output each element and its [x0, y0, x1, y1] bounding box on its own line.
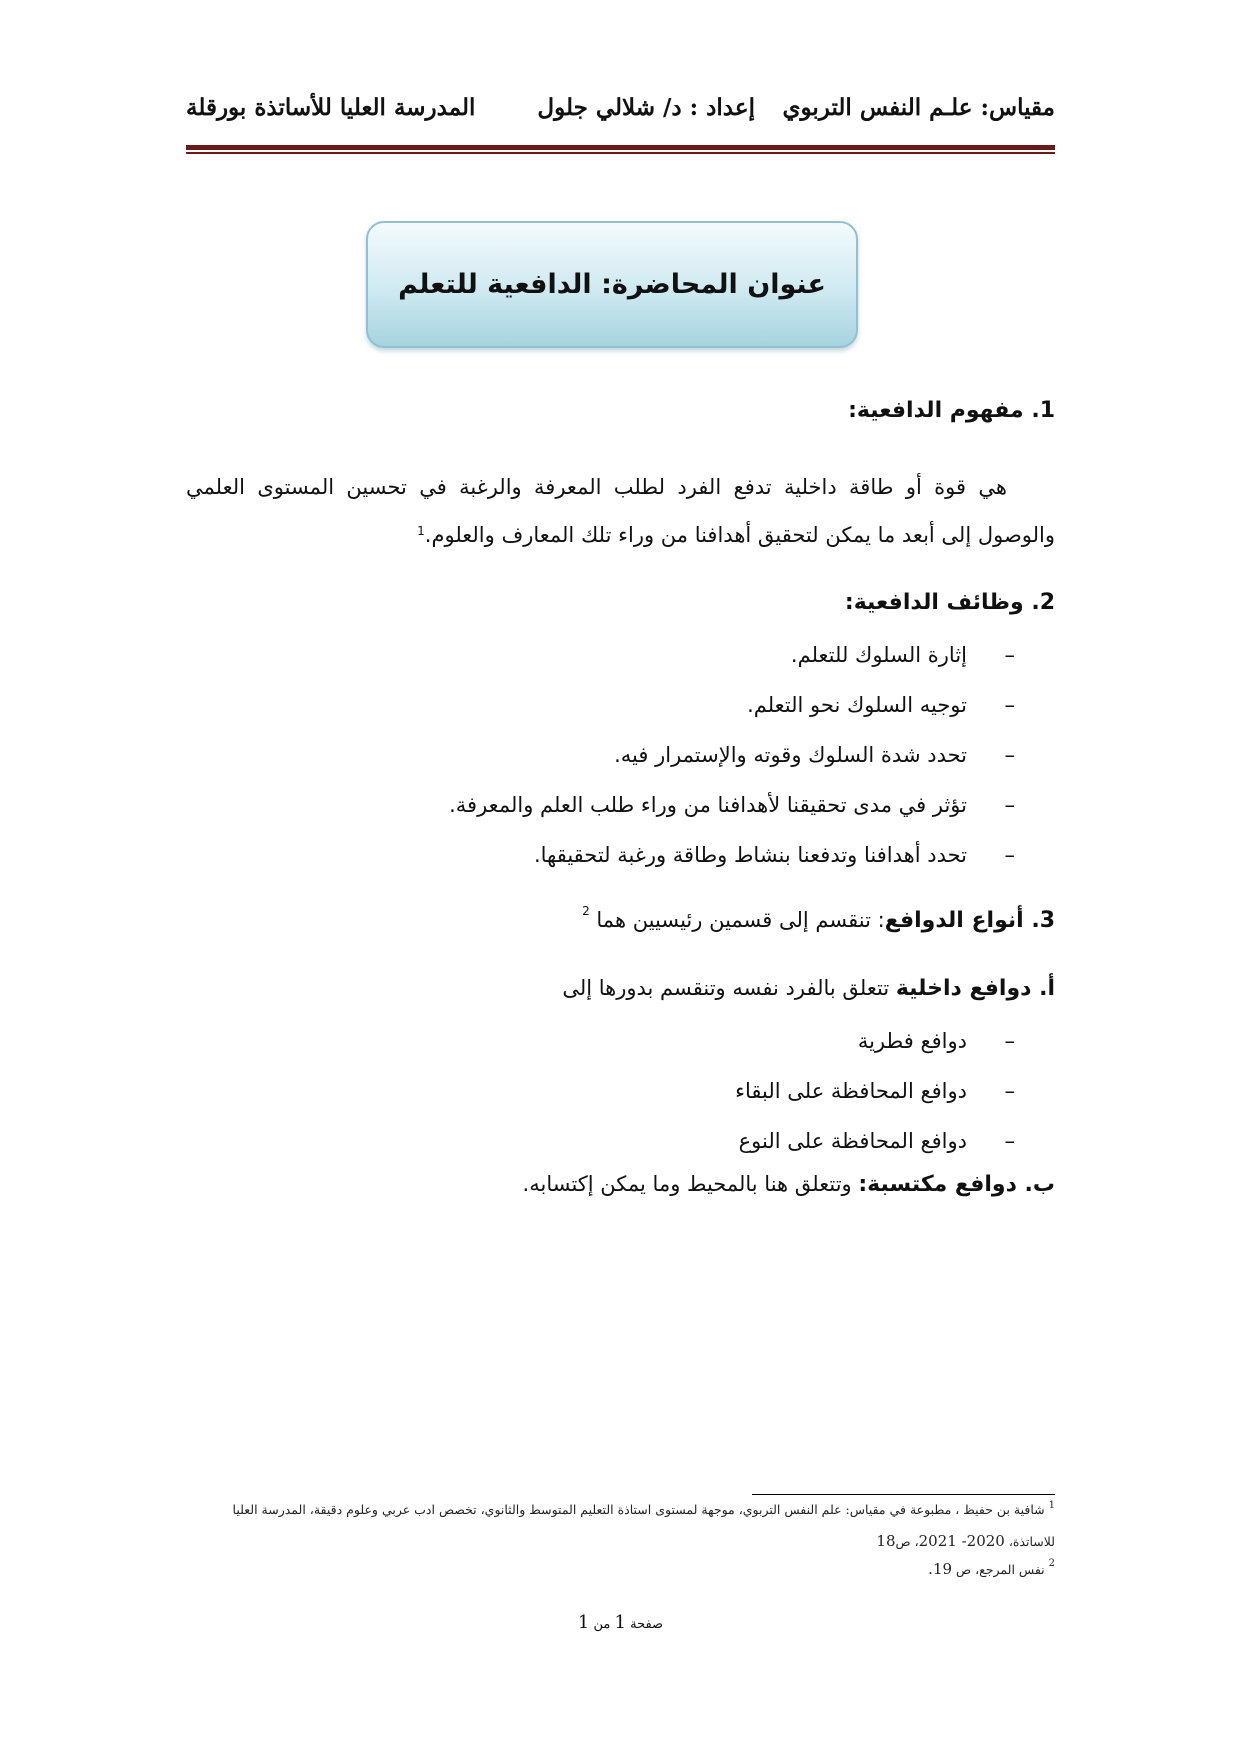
footnote-2-page: 19. — [928, 1560, 953, 1578]
page-number — [0, 1612, 1241, 1633]
footnote-1-page: 18 — [876, 1532, 896, 1550]
internal-motives-label: أ. دوافع داخلية — [895, 976, 1055, 1001]
footnote-1-text-c: ، ص — [895, 1534, 919, 1549]
list-item — [449, 830, 1015, 880]
list-item-text: دوافع المحافظة على البقاء — [735, 1079, 967, 1103]
list-item-text: دوافع المحافظة على النوع — [738, 1129, 967, 1153]
list-item-text: تحدد شدة السلوك وقوته والإستمرار فيه. — [614, 743, 967, 767]
footnote-1-text: شافية بن حفيظ ، مطبوعة في مقياس: علم النفس التربوي، موجهة لمستوى استاذة التعليم المتوسط والثانوي، تخصص ادب عربي وعلوم دقيقة، المدرسة العليا — [232, 1502, 1045, 1517]
paragraph-line-2-text: والوصول إلى أبعد ما يمكن لتحقيق أهدافنا من وراء تلك المعارف والعلوم. — [424, 523, 1055, 547]
section-1-paragraph — [186, 463, 1055, 559]
internal-motives-text: تتعلق بالفرد نفسه وتنقسم بدورها إلى — [562, 976, 896, 1000]
list-item — [735, 1016, 1015, 1066]
page-number-total: 1 — [577, 1612, 590, 1633]
dash-bullet: – — [1004, 1029, 1015, 1053]
page-number-label: صفحة — [630, 1617, 664, 1632]
footnote-2 — [928, 1560, 1055, 1578]
page-number-of: من — [593, 1617, 611, 1632]
header-rule-thick — [186, 145, 1055, 150]
footnote-2-text: نفس المرجع، ص — [952, 1562, 1049, 1577]
dash-bullet: – — [1004, 1129, 1015, 1153]
functions-list — [449, 630, 1015, 880]
section-1-heading: 1. مفهوم الدافعية: — [848, 398, 1055, 423]
internal-motives-line — [562, 976, 1055, 1001]
page-header — [186, 94, 1055, 134]
list-item-text: تحدد أهدافنا وتدفعنا بنشاط وطاقة ورغبة لتحقيقها. — [533, 843, 967, 867]
dash-bullet: – — [1004, 843, 1015, 867]
header-author: إعداد : د/ شلالي جلول — [537, 94, 755, 121]
lecture-title-box — [366, 221, 858, 348]
internal-motives-list — [735, 1016, 1015, 1166]
dash-bullet: – — [1004, 643, 1015, 667]
footnote-1-line-1 — [233, 1502, 1055, 1517]
footnote-ref-1[interactable]: 1 — [417, 524, 425, 538]
footnote-separator — [752, 1494, 1055, 1495]
footnote-1-line-2 — [876, 1532, 1055, 1550]
dash-bullet: – — [1004, 743, 1015, 767]
acquired-motives-line — [523, 1172, 1055, 1197]
list-item-text: إثارة السلوك للتعلم. — [790, 643, 967, 667]
footnote-1-text-a: للاساتذة، — [1004, 1534, 1055, 1549]
list-item — [449, 780, 1015, 830]
dash-bullet: – — [1004, 1079, 1015, 1103]
header-subject: مقياس: علـم النفس التربوي — [782, 94, 1055, 121]
footnote-1-number: 1 — [1048, 1500, 1055, 1511]
acquired-motives-text: وتتعلق هنا بالمحيط وما يمكن إكتسابه. — [522, 1172, 859, 1196]
list-item — [449, 730, 1015, 780]
dash-bullet: – — [1004, 793, 1015, 817]
acquired-motives-label: ب. دوافع مكتسبة: — [858, 1172, 1055, 1197]
list-item — [449, 680, 1015, 730]
section-2-heading: 2. وظائف الدافعية: — [844, 590, 1055, 615]
paragraph-line-2 — [186, 511, 1055, 559]
list-item — [449, 630, 1015, 680]
lecture-title: عنوان المحاضرة: الدافعية للتعلم — [398, 269, 826, 300]
paragraph-line-1: هي قوة أو طاقة داخلية تدفع الفرد لطلب المعرفة والرغبة في تحسين المستوى العلمي — [186, 475, 1007, 499]
footnote-ref-2[interactable]: 2 — [582, 904, 590, 918]
page-number-current: 1 — [614, 1612, 626, 1633]
dash-bullet: – — [1004, 693, 1015, 717]
section-3-text: : تنقسم إلى قسمين رئيسيين هما — [596, 908, 885, 932]
footnote-1-years: 2020- 2021 — [918, 1532, 1005, 1550]
list-item — [735, 1116, 1015, 1166]
section-3-heading-line — [582, 904, 1055, 933]
list-item — [735, 1066, 1015, 1116]
section-3-heading: 3. أنواع الدوافع — [884, 908, 1055, 933]
list-item-text: دوافع فطرية — [857, 1029, 967, 1053]
footnote-2-number: 2 — [1048, 1558, 1055, 1569]
header-rule-thin — [186, 152, 1055, 154]
list-item-text: تؤثر في مدى تحقيقنا لأهدافنا من وراء طلب العلم والمعرفة. — [449, 793, 967, 817]
list-item-text: توجيه السلوك نحو التعلم. — [747, 693, 967, 717]
header-school: المدرسة العليا للأساتذة بورقلة — [186, 94, 476, 121]
